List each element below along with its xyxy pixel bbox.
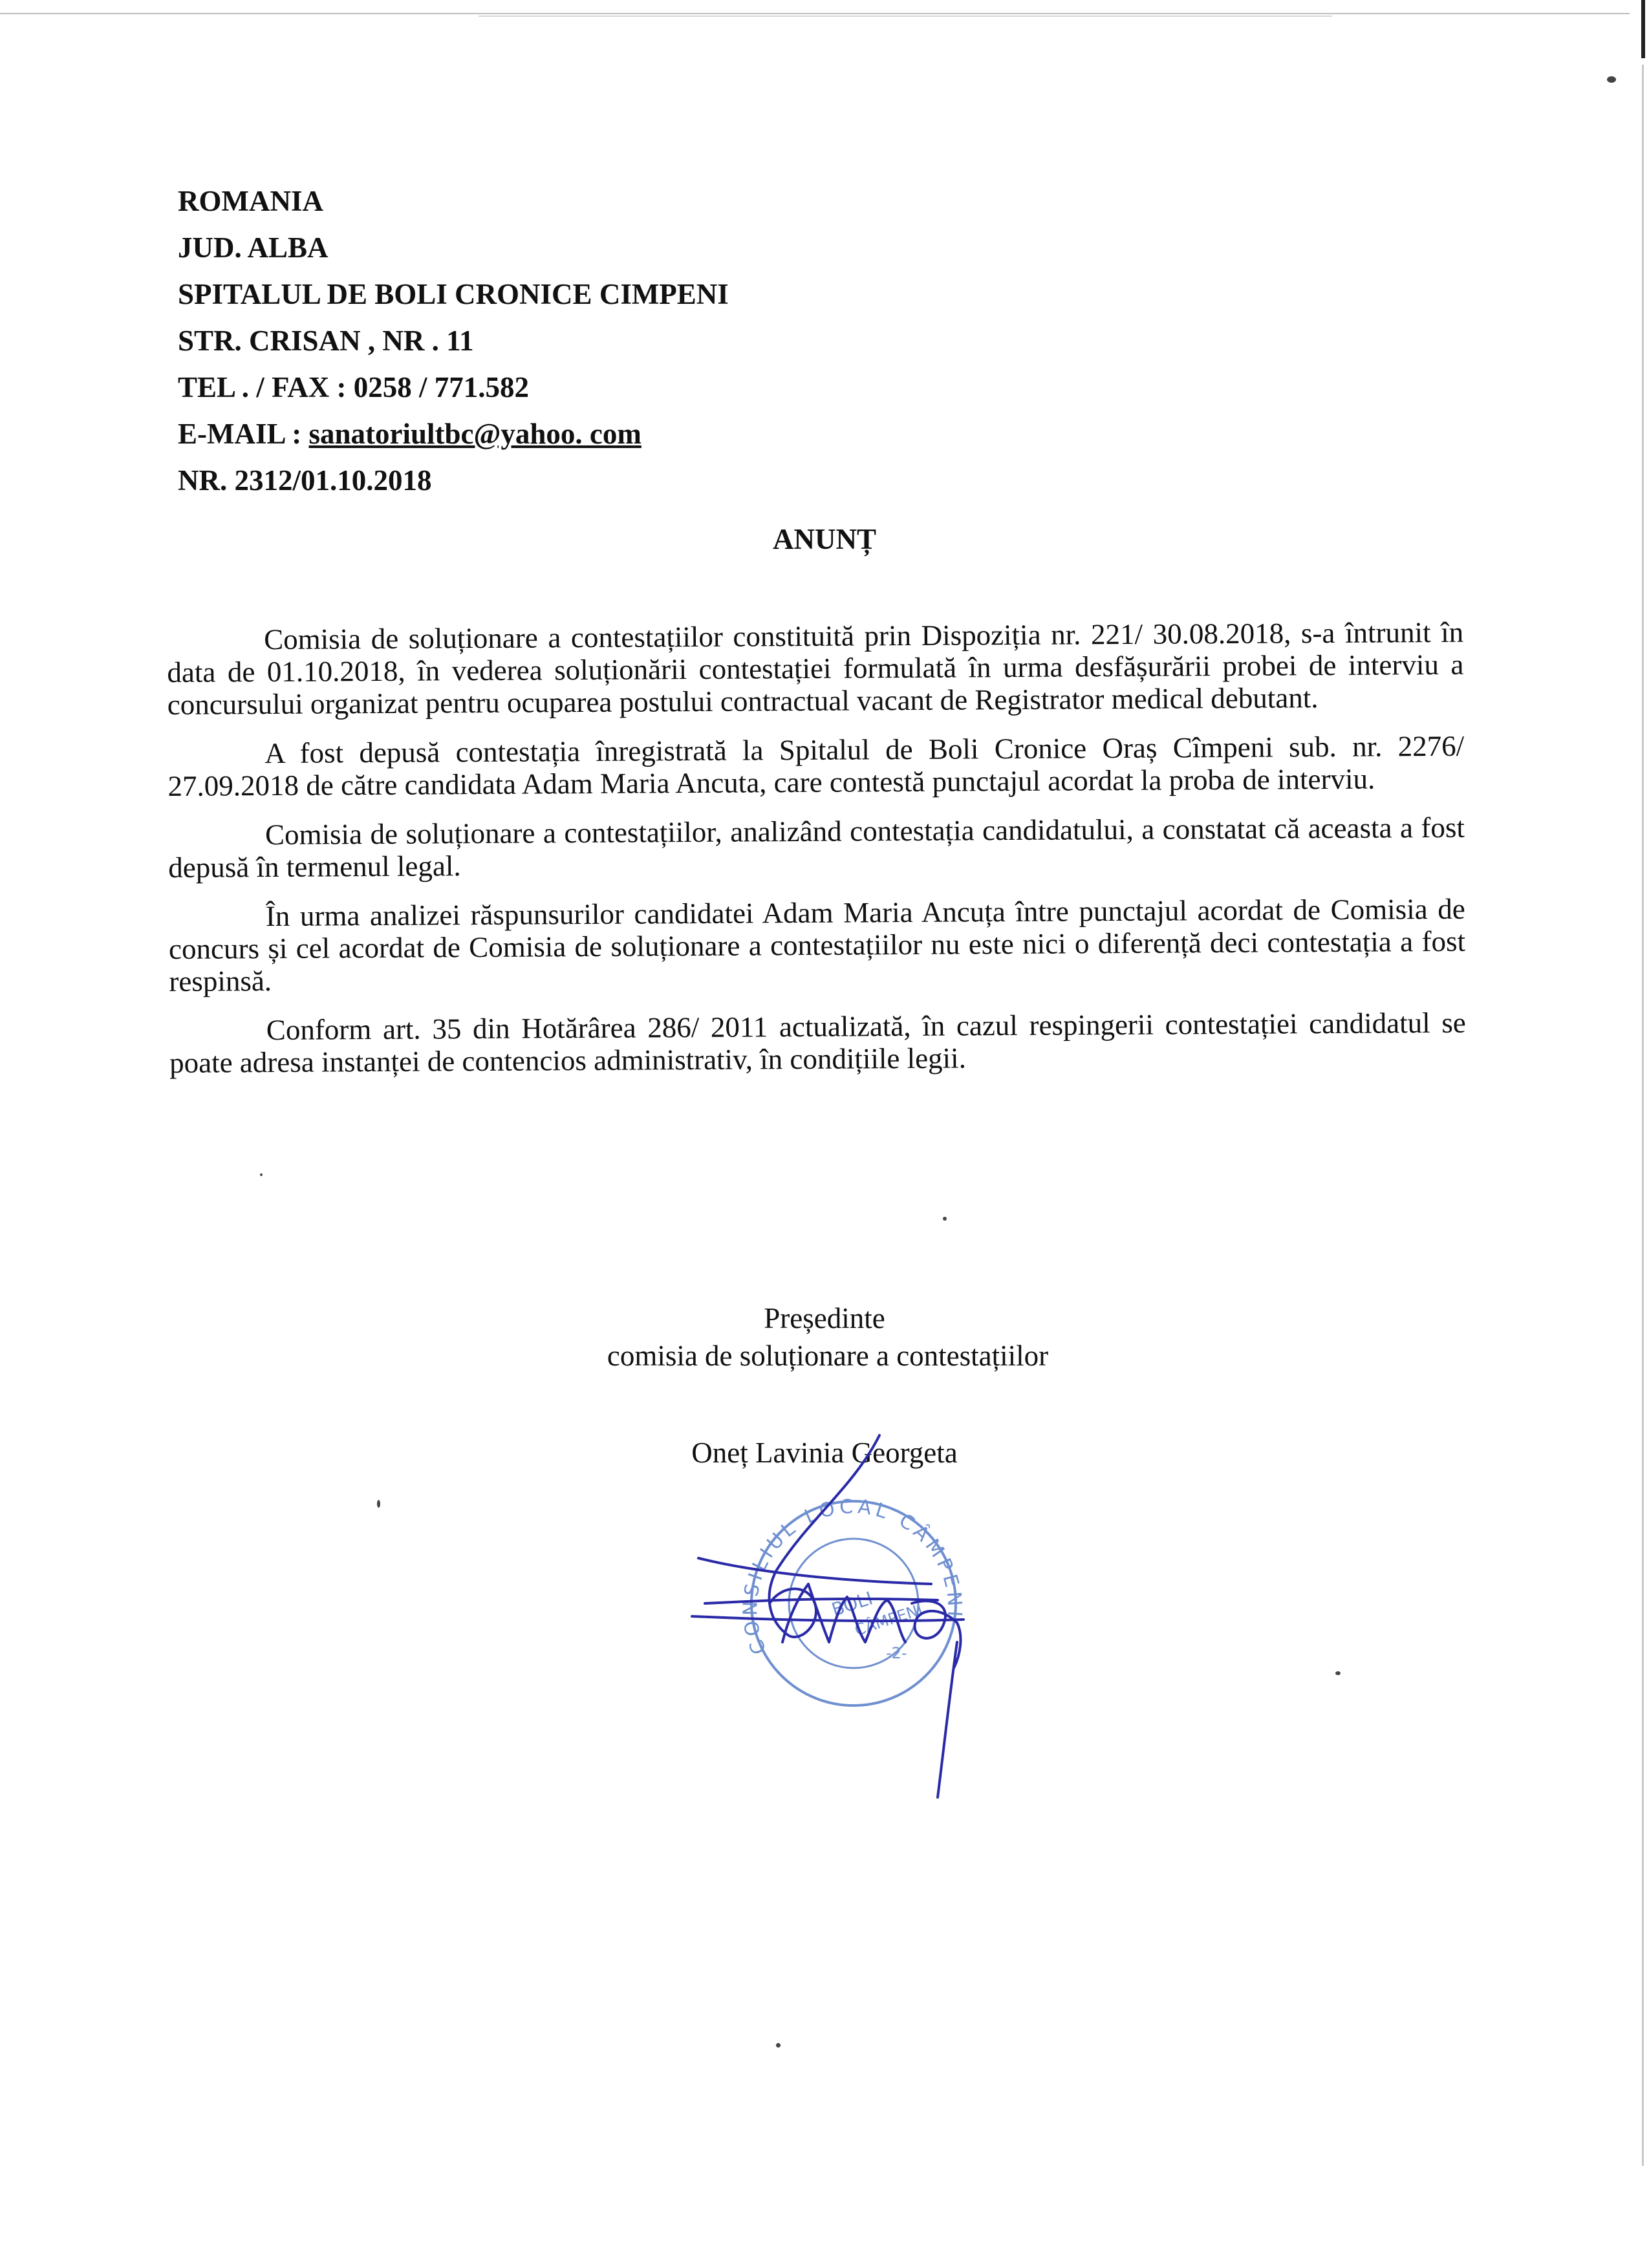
scan-border-line	[479, 16, 1332, 17]
stamp-and-signature	[660, 1409, 1048, 1810]
letterhead-address: STR. CRISAN , NR . 11	[178, 325, 474, 357]
email-link[interactable]: sanatoriultbc@yahoo. com	[308, 418, 641, 450]
signatory-title: Președinte	[764, 1302, 885, 1334]
scan-speck	[377, 1500, 380, 1508]
letterhead-country: ROMANIA	[178, 185, 323, 217]
scan-speck	[260, 1173, 263, 1176]
letterhead-email-row	[178, 411, 729, 457]
scan-speck	[943, 1217, 947, 1221]
scan-speck	[776, 2043, 781, 2048]
signatory-name: Oneț Lavinia Georgeta	[691, 1437, 958, 1469]
scan-speck	[1607, 76, 1616, 83]
letterhead	[178, 178, 729, 504]
letterhead-phone: TEL . / FAX : 0258 / 771.582	[178, 371, 529, 403]
stamp-ring-text: CONSILIUL LOCAL CÂMPENI	[739, 1495, 966, 1658]
announcement-body	[167, 616, 1466, 1096]
body-paragraph: Comisia de soluționare a contestațiilor, analizând contestația candidatului, a constatat că aceasta a fost depusă în termenul legal.	[168, 811, 1465, 884]
body-paragraph: Comisia de soluționare a contestațiilor constituită prin Dispoziția nr. 221/ 30.08.2018, s-a întrunit în data de 01.10.2018, în vederea soluționării contestației formulată în urma desfășurării probei de interviu a concursului organizat pentru ocuparea postului contractual vacant de Registrator medical debutant.	[167, 615, 1464, 721]
body-paragraph: Conform art. 35 din Hotărârea 286/ 2011 actualizată, în cazul respingerii contestației candidatul se poate adresa instanței de contencios administrativ, în condițiile legii.	[169, 1006, 1466, 1079]
letterhead-institution: SPITALUL DE BOLI CRONICE CIMPENI	[178, 278, 729, 310]
stamp-inner-text: BOLI	[828, 1587, 876, 1621]
document-title: ANUNȚ	[772, 523, 876, 555]
scan-speck	[1335, 1671, 1341, 1675]
scan-edge-shadow	[1642, 65, 1644, 2166]
body-paragraph: În urma analizei răspunsurilor candidatei Adam Maria Ancuța între punctajul acordat de Comisia de concurs și cel acordat de Comisia de soluționare a contestațiilor nu este nici o diferență deci contestația a fost respinsă.	[168, 892, 1466, 998]
scan-edge-mark	[1641, 0, 1645, 58]
stamp-inner-number: -2-	[886, 1644, 907, 1662]
registration-number: NR. 2312/01.10.2018	[178, 464, 432, 497]
email-label: E-MAIL :	[178, 418, 309, 450]
stamp-inner-text: CÂMPENI	[852, 1600, 925, 1640]
signatory-role: comisia de soluționare a contestațiilor	[607, 1340, 1049, 1372]
scan-border-line	[0, 13, 1630, 14]
body-paragraph: A fost depusă contestația înregistrată la Spitalul de Boli Cronice Oraș Cîmpeni sub. nr. 2276/ 27.09.2018 de către candidata Adam Maria Ancuta, care contestă punctajul acordat la proba de interviu.	[167, 729, 1465, 802]
letterhead-county: JUD. ALBA	[178, 231, 329, 264]
